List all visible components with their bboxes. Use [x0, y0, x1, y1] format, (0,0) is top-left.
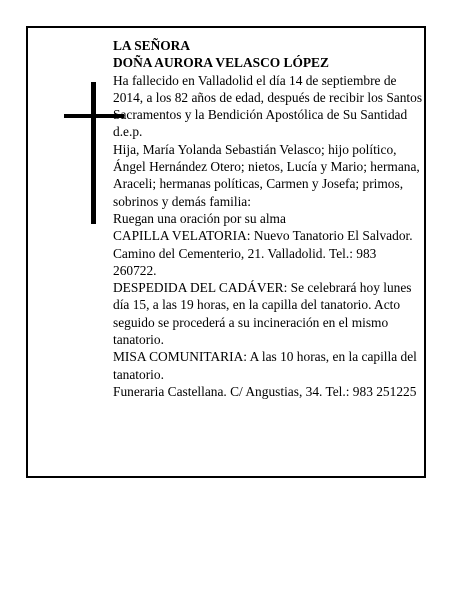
death-announcement: Ha fallecido en Valladolid el día 14 de septiembre de 2014, a los 82 años de edad, después de recibir los Santos Sacramentos y la Bendición Apostólica de Su Santidad: [113, 72, 423, 123]
family-list: Hija, María Yolanda Sebastián Velasco; hijo político, Ángel Hernández Otero; nietos, Lucía y Mario; hermana, Araceli; hermanas políticas, Carmen y Josefa; primos, sobrinos y demás familia:: [113, 141, 420, 209]
capilla-velatoria: CAPILLA VELATORIA: Nuevo Tanatorio El Salvador. Camino del Cementerio, 21. Valladolid. Tel.: 983 260722.: [113, 228, 413, 278]
notice-title: LA SEÑORA: [113, 38, 191, 53]
misa-comunitaria: MISA COMUNITARIA: A las 10 horas, en la capilla del tanatorio.: [113, 349, 417, 382]
dep-abbreviation: d.e.p.: [113, 124, 143, 140]
cross-vertical-bar: [91, 82, 96, 224]
funeraria-info: Funeraria Castellana. C/ Angustias, 34. Tel.: 983 251225: [113, 383, 417, 399]
deceased-name: DOÑA AURORA VELASCO LÓPEZ: [113, 55, 329, 71]
despedida-del-cadaver: DESPEDIDA DEL CADÁVER: Se celebrará hoy lunes día 15, a las 19 horas, en la capilla del tanatorio. Acto seguido se procederá a su incineración en el mismo tanatorio.: [113, 280, 412, 348]
obituary-text: [113, 37, 423, 400]
prayer-request: Ruegan una oración por su alma: [113, 210, 286, 226]
